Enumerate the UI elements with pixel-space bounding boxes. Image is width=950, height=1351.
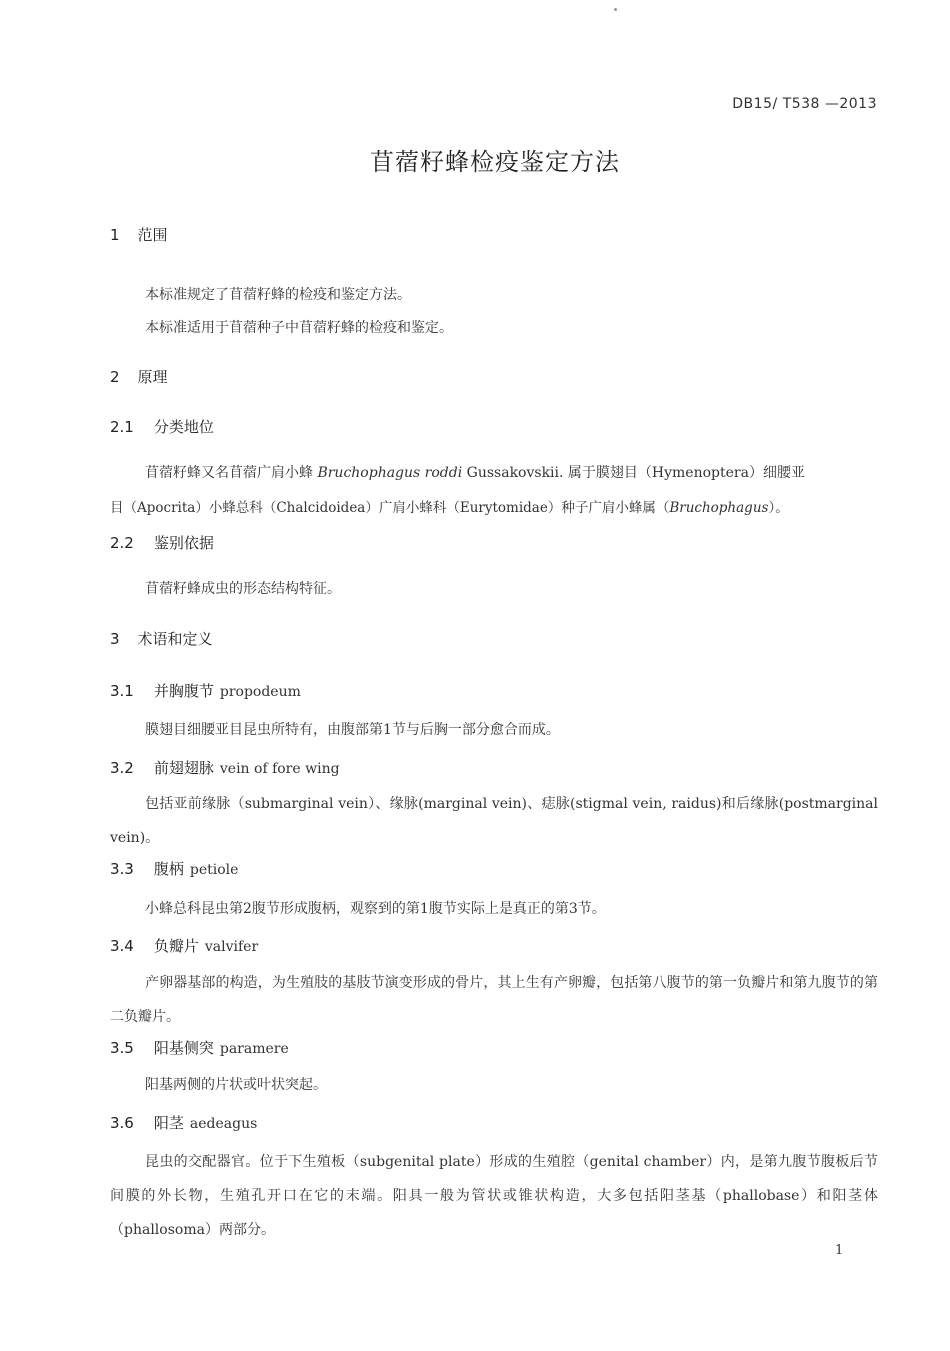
term-english: valvifer: [204, 939, 259, 955]
section-heading-3-4: [110, 935, 258, 956]
term-english: aedeagus: [189, 1116, 258, 1132]
section-heading-3-1: [110, 680, 301, 701]
section-number: 3.1: [110, 682, 134, 700]
term-english: propodeum: [219, 684, 301, 700]
paragraph: 阳基两侧的片状或叶状突起。: [145, 1077, 327, 1093]
section-heading-1: [110, 224, 168, 245]
paragraph: 本标准规定了苜蓿籽蜂的检疫和鉴定方法。: [145, 287, 411, 303]
section-title: 范围: [137, 226, 168, 244]
section-title: 阳基侧突: [153, 1039, 214, 1057]
section-number: 2: [110, 368, 120, 386]
paragraph: 昆虫的交配器官。位于下生殖板（subgenital plate）形成的生殖腔（genital chamber）内，是第九腹节腹板后节间膜的外长物，生殖孔开口在它的末端。阳具一般为管状或锥状构造，大多包括阳茎基（phallobase）和阳茎体（phallosoma）两部分。: [110, 1154, 878, 1238]
standard-code: DB15/ T538 —2013: [732, 96, 877, 112]
text-run: ）。: [768, 500, 789, 516]
paragraph: 产卵器基部的构造，为生殖肢的基肢节演变形成的骨片，其上生有产卵瓣，包括第八腹节的第一负瓣片和第九腹节的第二负瓣片。: [110, 975, 878, 1025]
section-heading-3-6: [110, 1112, 257, 1133]
scan-speck: [614, 8, 617, 11]
section-number: 3.3: [110, 860, 134, 878]
page-number: 1: [835, 1243, 844, 1258]
paragraph-line: [145, 462, 805, 482]
term-english: petiole: [189, 862, 239, 878]
section-number: 1: [110, 226, 120, 244]
term-english: paramere: [219, 1041, 289, 1057]
section-title: 负瓣片: [153, 937, 199, 955]
text-run: 目（Apocrita）小蜂总科（Chalcidoidea）广肩小蜂科（Eurytomidae）种子广肩小蜂属（: [110, 500, 670, 516]
section-number: 3: [110, 630, 120, 648]
section-number: 3.6: [110, 1114, 134, 1132]
section-number: 2.1: [110, 418, 134, 436]
document-title: 苜蓿籽蜂检疫鉴定方法: [370, 148, 620, 176]
paragraph: 本标准适用于苜蓿种子中苜蓿籽蜂的检疫和鉴定。: [145, 320, 453, 336]
section-title: 原理: [137, 368, 168, 386]
section-number: 3.5: [110, 1039, 134, 1057]
section-title: 分类地位: [153, 418, 214, 436]
section-heading-2-2: [110, 532, 214, 553]
term-english: vein of fore wing: [219, 761, 340, 777]
section-title: 前翅翅脉: [153, 759, 214, 777]
paragraph-line: [110, 496, 789, 516]
paragraph: 包括亚前缘脉（submarginal vein）、缘脉(marginal vein)、痣脉(stigmal vein, raidus)和后缘脉(postmarginal vein)。: [110, 796, 878, 846]
paragraph: 苜蓿籽蜂成虫的形态结构特征。: [145, 581, 341, 597]
section-number: 2.2: [110, 534, 134, 552]
paragraph: 小蜂总科昆虫第2腹节形成腹柄，观察到的第1腹节实际上是真正的第3节。: [145, 901, 606, 917]
text-run: Gussakovskii. 属于膜翅目（Hymenoptera）细腰亚: [462, 465, 805, 481]
italic-taxon: Bruchophagus: [669, 500, 769, 516]
section-heading-3-2: [110, 757, 340, 778]
paragraph: 膜翅目细腰亚目昆虫所特有，由腹部第1节与后胸一部分愈合而成。: [145, 722, 560, 738]
section-title: 阳茎: [153, 1114, 184, 1132]
section-number: 3.2: [110, 759, 134, 777]
italic-taxon: Bruchophagus roddi: [317, 465, 463, 481]
section-title: 腹柄: [153, 860, 184, 878]
section-heading-3-5: [110, 1037, 289, 1058]
section-heading-2-1: [110, 416, 214, 437]
section-heading-3: [110, 628, 213, 649]
section-heading-3-3: [110, 858, 238, 879]
section-title: 鉴别依据: [153, 534, 214, 552]
text-run: 苜蓿籽蜂又名苜蓿广肩小蜂: [145, 465, 318, 481]
section-title: 并胸腹节: [153, 682, 214, 700]
section-heading-2: [110, 366, 168, 387]
section-number: 3.4: [110, 937, 134, 955]
section-title: 术语和定义: [137, 630, 213, 648]
